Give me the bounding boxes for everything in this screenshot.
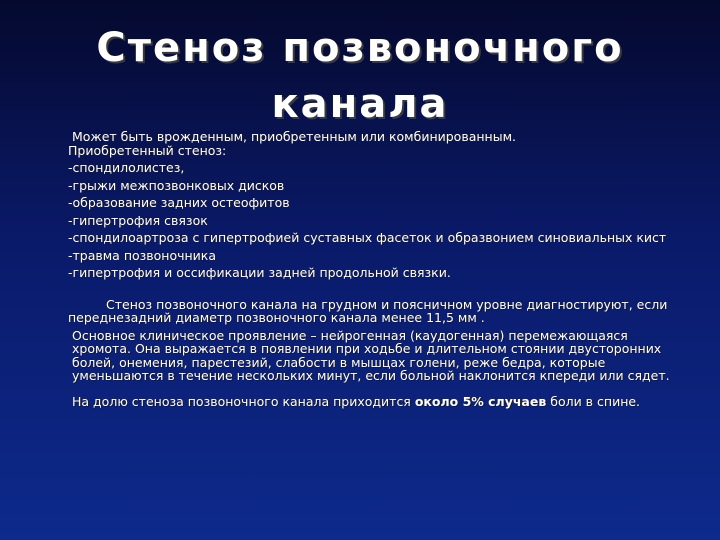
slide-body bbox=[68, 130, 688, 408]
cause-item: -гипертрофия и оссификации задней продольной связки. bbox=[68, 265, 451, 280]
share-before: На долю стеноза позвоночного канала приходится bbox=[72, 393, 415, 409]
title-line-2: канала bbox=[271, 81, 449, 127]
cause-item: -гипертрофия связок bbox=[68, 212, 208, 228]
clinical-text: Основное клиническое проявление – нейрогенная (каудогенная) перемежающаяся хромота. Она выражается в появлении при ходьбе и длительном стоянии двусторонних болей, онемения, парестезий, слабости в мышцах голени, реже бедра, которые уменьшаются в течение нескольких минут, если больной наклонится кпереди или сядет. bbox=[72, 327, 670, 383]
diagnosis-text bbox=[68, 298, 688, 325]
share-text bbox=[68, 395, 688, 409]
cause-item: -травма позвоночника bbox=[68, 247, 217, 263]
title-line-1: Стеноз позвоночного bbox=[96, 25, 624, 71]
slide-title bbox=[40, 20, 680, 132]
cause-item: -спондилоартроза с гипертрофией суставных фасеток и образвонием синовиальных кист bbox=[68, 230, 667, 245]
acquired-heading: Приобретенный стеноз: bbox=[68, 142, 227, 158]
share-highlight: около 5% случаев bbox=[414, 393, 547, 409]
cause-item: -грыжи межпозвонковых дисков bbox=[68, 177, 285, 193]
cause-item: -образование задних остеофитов bbox=[68, 195, 290, 210]
share-after: боли в спине. bbox=[546, 393, 641, 409]
diagnosis-content: Стеноз позвоночного канала на грудном и поясничном уровне диагностируют, если переднезадний диаметр позвоночного канала менее 11,5 мм . bbox=[68, 296, 668, 325]
intro-text: Может быть врожденным, приобретенным или комбинированным. bbox=[72, 129, 516, 144]
cause-item: -спондилолистез, bbox=[68, 160, 185, 175]
